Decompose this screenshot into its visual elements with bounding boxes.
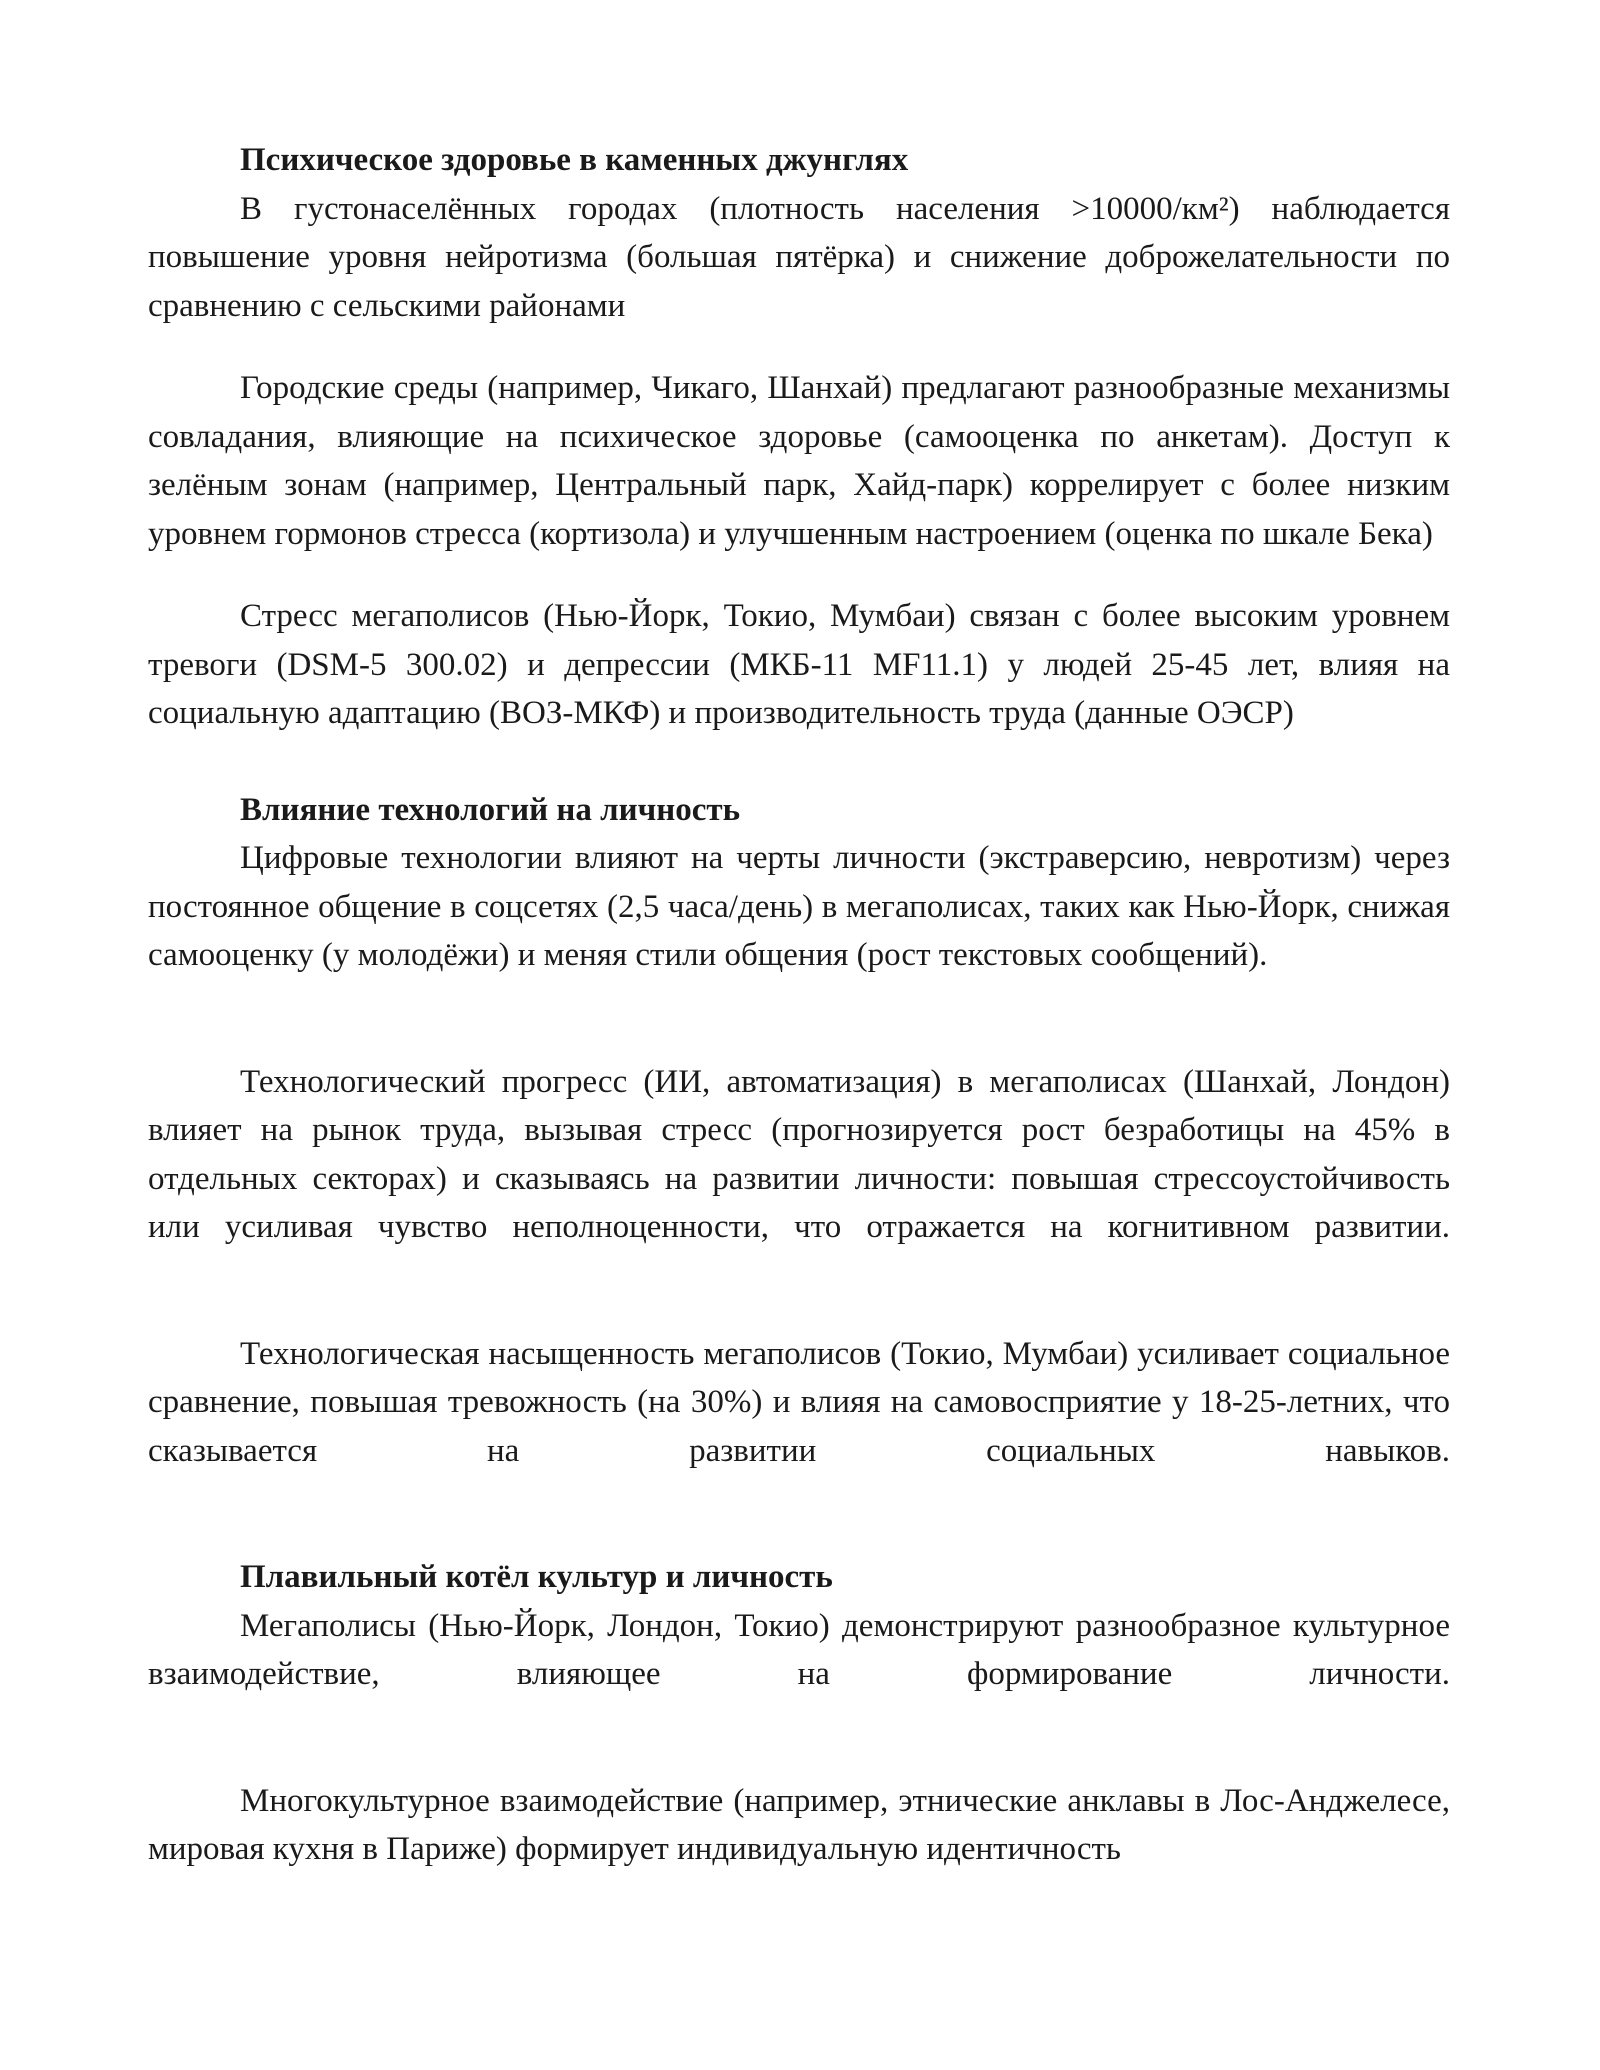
paragraph-gap [148,1699,1450,1777]
paragraph: Стресс мегаполисов (Нью-Йорк, Токио, Мумбаи) связан с более высоким уровнем тревоги (DSM-5 300.02) и депрессии (МКБ-11 MF11.1) у людей 25-45 лет, влияя на социальную адаптацию (ВОЗ-МКФ) и производительность труда (данные ОЭСР) [148,598,1450,731]
section-gap [148,1475,1450,1553]
paragraph-gap [148,330,1450,364]
paragraph: Технологическая насыщенность мегаполисов (Токио, Мумбаи) усиливает социальное сравнение, повышая тревожность (на 30%) и влияя на самовосприятие у 18-25-летних, что сказывается на развитии социальных навыков. [148,1335,1450,1469]
paragraph: Городские среды (например, Чикаго, Шанхай) предлагают разнообразные механизмы совладания, влияющие на психическое здоровье (самооценка по анкетам). Доступ к зелёным зонам (например, Центральный парк, Хайд-парк) коррелирует с более низким уровнем гормонов стресса (кортизола) и улучшенным настроением (оценка по шкале Бека) [148,370,1450,552]
paragraph-gap [148,1252,1450,1330]
section-heading-mental-health: Психическое здоровье в каменных джунглях [240,142,909,178]
paragraph-gap [148,980,1450,1058]
section-heading-cultures: Плавильный котёл культур и личность [240,1559,833,1595]
paragraph: Технологический прогресс (ИИ, автоматизация) в мегаполисах (Шанхай, Лондон) влияет на рынок труда, вызывая стресс (прогнозируется рост безработицы на 45% в отдельных секторах) и сказываясь на развитии личности: повышая стрессоустойчивость или усиливая чувство неполноценности, что отражается на когнитивном развитии. [148,1063,1450,1245]
section-heading-technology: Влияние технологий на личность [240,791,741,828]
paragraph: Многокультурное взаимодействие (например, этнические анклавы в Лос-Анджелесе, мировая кухня в Париже) формирует индивидуальную идентичность [148,1782,1450,1867]
paragraph: Мегаполисы (Нью-Йорк, Лондон, Токио) демонстрируют разнообразное культурное взаимодействие, влияющее на формирование личности. [148,1607,1450,1692]
document-page [148,136,1450,1874]
section-gap [148,738,1450,786]
paragraph-gap [148,558,1450,592]
paragraph: В густонаселённых городах (плотность населения >10000/км²) наблюдается повышение уровня нейротизма (большая пятёрка) и снижение доброжелательности по сравнению с сельскими районами [148,190,1450,324]
paragraph: Цифровые технологии влияют на черты личности (экстраверсию, невротизм) через постоянное общение в соцсетях (2,5 часа/день) в мегаполисах, таких как Нью-Йорк, снижая самооценку (у молодёжи) и меняя стили общения (рост текстовых сообщений). [148,840,1450,973]
